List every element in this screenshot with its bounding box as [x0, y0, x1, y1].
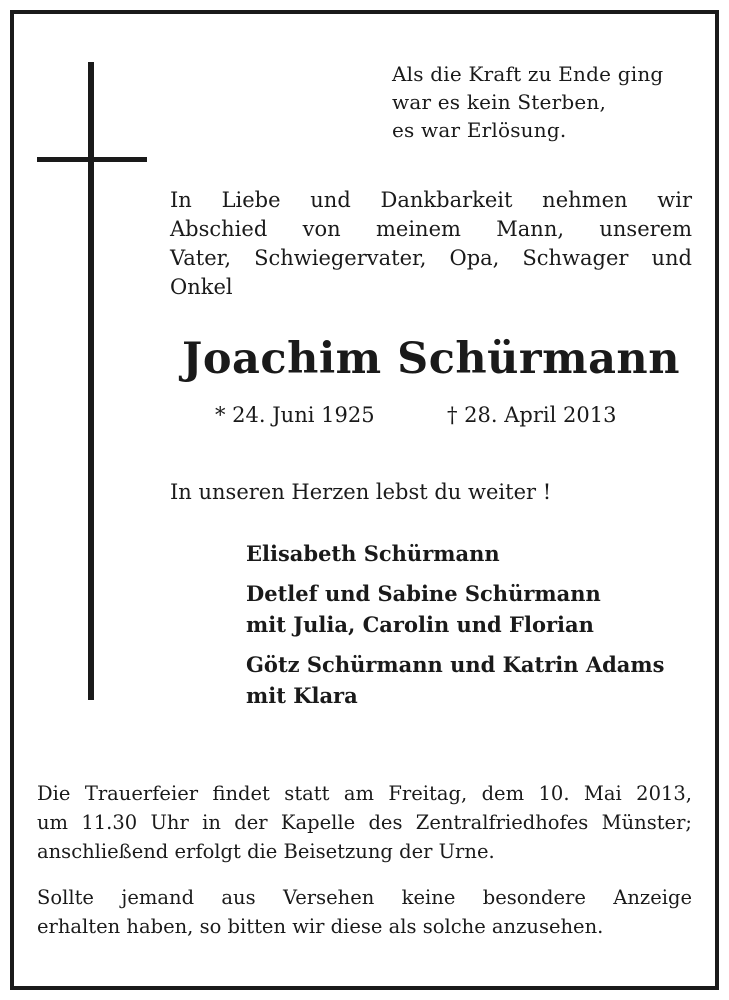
family-member: mit Klara	[246, 683, 358, 708]
cross-horizontal-bar	[37, 157, 147, 162]
family-member: mit Julia, Carolin und Florian	[246, 612, 594, 637]
death-date: † 28. April 2013	[447, 403, 617, 427]
notice-line: Sollte jemand aus Versehen keine besondere Anzeige	[37, 886, 692, 909]
birth-date: * 24. Juni 1925	[215, 403, 375, 427]
family-member: Elisabeth Schürmann	[246, 541, 500, 566]
intro-line: Onkel	[170, 275, 233, 299]
motto-line: es war Erlösung.	[392, 118, 567, 142]
motto-line: Als die Kraft zu Ende ging	[392, 62, 664, 86]
ceremony-line: Die Trauerfeier findet statt am Freitag, dem 10. Mai 2013,	[37, 782, 692, 805]
ceremony-info	[37, 779, 692, 866]
intro-line: Abschied von meinem Mann, unserem	[170, 217, 692, 241]
family-member: Götz Schürmann und Katrin Adams	[246, 652, 665, 677]
ceremony-line: um 11.30 Uhr in der Kapelle des Zentralfriedhofes Münster;	[37, 811, 692, 834]
motto	[392, 60, 702, 144]
heart-line: In unseren Herzen lebst du weiter !	[170, 480, 552, 504]
notice-text	[37, 883, 692, 941]
motto-line: war es kein Sterben,	[392, 90, 607, 114]
family-list	[246, 538, 664, 711]
deceased-name: Joachim Schürmann	[182, 334, 680, 384]
intro-text	[170, 186, 692, 302]
intro-line: Vater, Schwiegervater, Opa, Schwager und	[170, 246, 692, 270]
ceremony-line: anschließend erfolgt die Beisetzung der Urne.	[37, 840, 495, 863]
family-member: Detlef und Sabine Schürmann	[246, 581, 601, 606]
notice-line: erhalten haben, so bitten wir diese als solche anzusehen.	[37, 915, 604, 938]
intro-line: In Liebe und Dankbarkeit nehmen wir	[170, 188, 692, 212]
